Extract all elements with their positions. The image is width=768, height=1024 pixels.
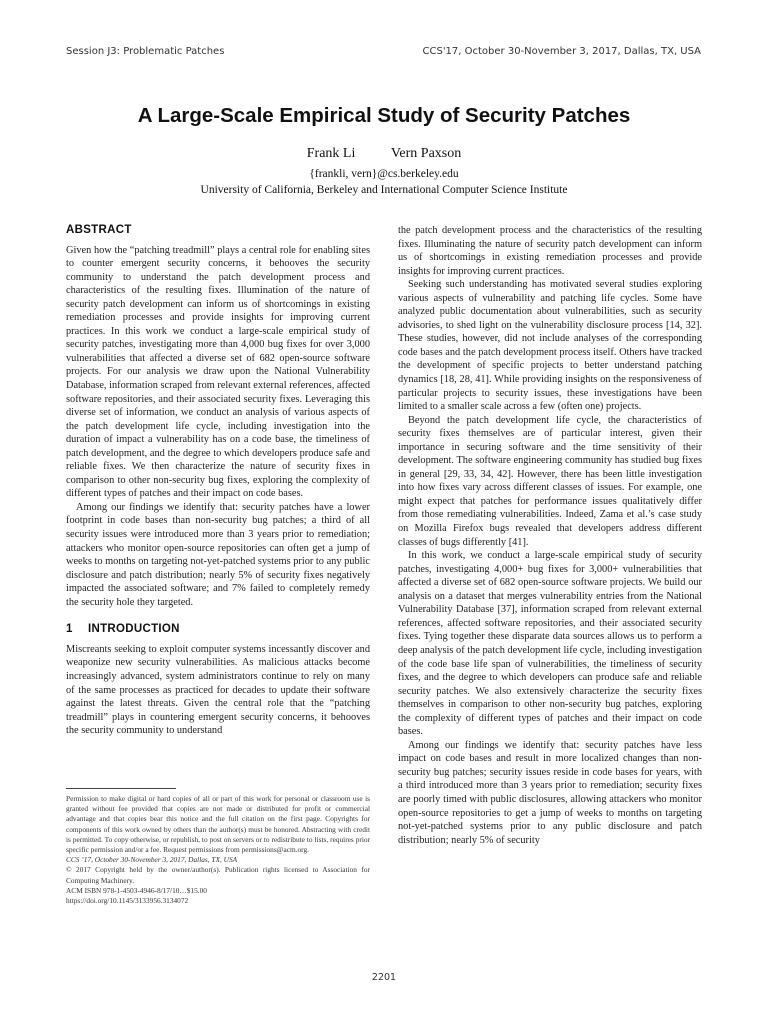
abstract-paragraph: Among our findings we identify that: security patches have a lower footprint in code bases than non-security bug patches; a third of all security issues were introduced more than 3 years prior to remediation; attackers who monitor open-source repositories can often get a jump of weeks to months on targeting not-yet-patched systems prior to any public disclosure and patch distribution; nearly 5% of security fixes negatively impacted the associated software; and 7% failed to completely remedy the security hole they targeted. [66, 501, 370, 608]
body-paragraph: In this work, we conduct a large-scale empirical study of security patches, investigating 4,000+ bug fixes for 3,000+ vulnerabilities that affected a diverse set of 682 open-source software projects. We build our analysis on a dataset that merges vulnerability entries from the National Vulnerability Database [37], information scraped from relevant external references, affected software repositories, and their associated security fixes. Tying together these disparate data sources allows us to perform a deep analysis of the patch development life cycle, including investigation of the code base life span of vulnerabilities, the timeliness of security fixes, and the degree to which developers can produce safe and reliable security patches. We also extensively characterize the security fixes themselves in comparison to other non-security bug patches, exploring the complexity of different types of patches and their impact on code bases. [398, 550, 702, 738]
footnote-divider [66, 788, 176, 789]
author-affiliation: University of California, Berkeley and International Computer Science Institute [200, 184, 568, 196]
author-list [0, 146, 768, 162]
introduction-paragraph: Miscreants seeking to exploit computer systems incessantly discover and weaponize new security vulnerabilities. As malicious attacks become increasingly advanced, system administrators continue to rely on many of the same processes as practiced for decades to update their software against the latest threats. Given the central role that the “patching treadmill” plays in countering emergent security concerns, it behooves the security community to understand [66, 643, 370, 737]
body-paragraph: Among our findings we identify that: security patches have less impact on code bases and result in more localized changes than non-security bug patches; security issues reside in code bases for years, with a third introduced more than 3 years prior to remediation; security fixes are poorly timed with public disclosures, allowing attackers who monitor open-source repositories to get a jump of weeks to months on targeting not-yet-patched systems prior to any public disclosure and patch distribution; nearly 5% of security [398, 739, 702, 846]
footnote-block [66, 794, 370, 906]
author-name: Vern Paxson [390, 146, 462, 161]
running-header-session: Session J3: Problematic Patches [66, 46, 225, 57]
author-name: Frank Li [306, 146, 356, 161]
abstract-heading: ABSTRACT [66, 224, 132, 236]
author-email: {frankli, vern}@cs.berkeley.edu [309, 168, 459, 180]
running-header-conference: CCS'17, October 30-November 3, 2017, Dallas, TX, USA [422, 46, 701, 57]
isbn-note: ACM ISBN 978-1-4503-4946-8/17/10…$15.00 [66, 885, 207, 895]
paper-title: A Large-Scale Empirical Study of Security Patches [137, 104, 631, 127]
body-paragraph: the patch development process and the characteristics of the resulting fixes. Illuminating the nature of security patch development can inform us of shortcomings in existing remediation processes and provide insights for improving current practices. [398, 225, 702, 277]
conference-note: CCS ’17, October 30-November 3, 2017, Dallas, TX, USA [66, 855, 238, 865]
introduction-heading [66, 623, 370, 637]
abstract-paragraph: Given how the “patching treadmill” plays a central role for enabling sites to counter emergent security concerns, it behooves the security community to understand the patch development process and characteristics of the resulting fixes. Illumination of the nature of security patch development can inform us of shortcomings in existing remediation processes and provide insights for improving current practices. In this work we conduct a large-scale empirical study of security patches, investigating more than 4,000 bug fixes for over 3,000 vulnerabilities that affected a diverse set of 682 open-source software projects. For our analysis we draw upon the National Vulnerability Database, information scraped from relevant external references, affected software repositories, and their associated security fixes. Leveraging this diverse set of information, we conduct an analysis of various aspects of the patch development life cycle, including investigation into the duration of impact a vulnerability has on a code base, the timeliness of patch development, and the degree to which developers produce safe and reliable fixes. We then characterize the nature of security fixes in comparison to other non-security bug fixes, exploring the complexity of different types of patches and their impact on code bases. [66, 244, 370, 500]
left-column [66, 224, 370, 738]
section-title: INTRODUCTION [88, 623, 180, 636]
right-column [398, 224, 702, 847]
copyright-note: © 2017 Copyright held by the owner/author(s). Publication rights licensed to Association for Computing Machinery. [66, 865, 370, 885]
permission-notice: Permission to make digital or hard copies of all or part of this work for personal or classroom use is granted without fee provided that copies are not made or distributed for profit or commercial advantage and that copies bear this notice and the full citation on the first page. Copyrights for components of this work owned by others than the author(s) must be honored. Abstracting with credit is permitted. To copy otherwise, or republish, to post on servers or to redistribute to lists, requires prior specific permission and/or a fee. Request permissions from permissions@acm.org. [66, 794, 370, 855]
section-number: 1 [66, 623, 73, 636]
page-number: 2201 [371, 972, 397, 983]
doi-link[interactable]: https://doi.org/10.1145/3133956.3134072 [66, 896, 189, 906]
body-paragraph: Beyond the patch development life cycle, the characteristics of security fixes themselves are of particular interest, given their importance in securing software and the time sensitivity of their development. The software engineering community has studied bug fixes in general [29, 33, 34, 42]. However, there has been little investigation into how fixes vary across different classes of issues. For example, one might expect that patches for performance issues qualitatively differ from those remediating vulnerabilities. Indeed, Zama et al.’s case study on Mozilla Firefox bugs revealed that developers address different classes of bugs differently [41]. [398, 414, 702, 548]
body-paragraph: Seeking such understanding has motivated several studies exploring various aspects of vulnerability and patching life cycles. Some have analyzed public documentation about vulnerabilities, such as security advisories, to shed light on the vulnerability disclosure process [14, 32]. These studies, however, did not include analyses of the corresponding code bases and the patch development process itself. Others have tracked the development of specific projects to better understand patching dynamics [18, 28, 41]. While providing insights on the responsiveness of particular projects to security issues, these investigations have been limited to a smaller scale across a few (often one) projects. [398, 279, 702, 413]
